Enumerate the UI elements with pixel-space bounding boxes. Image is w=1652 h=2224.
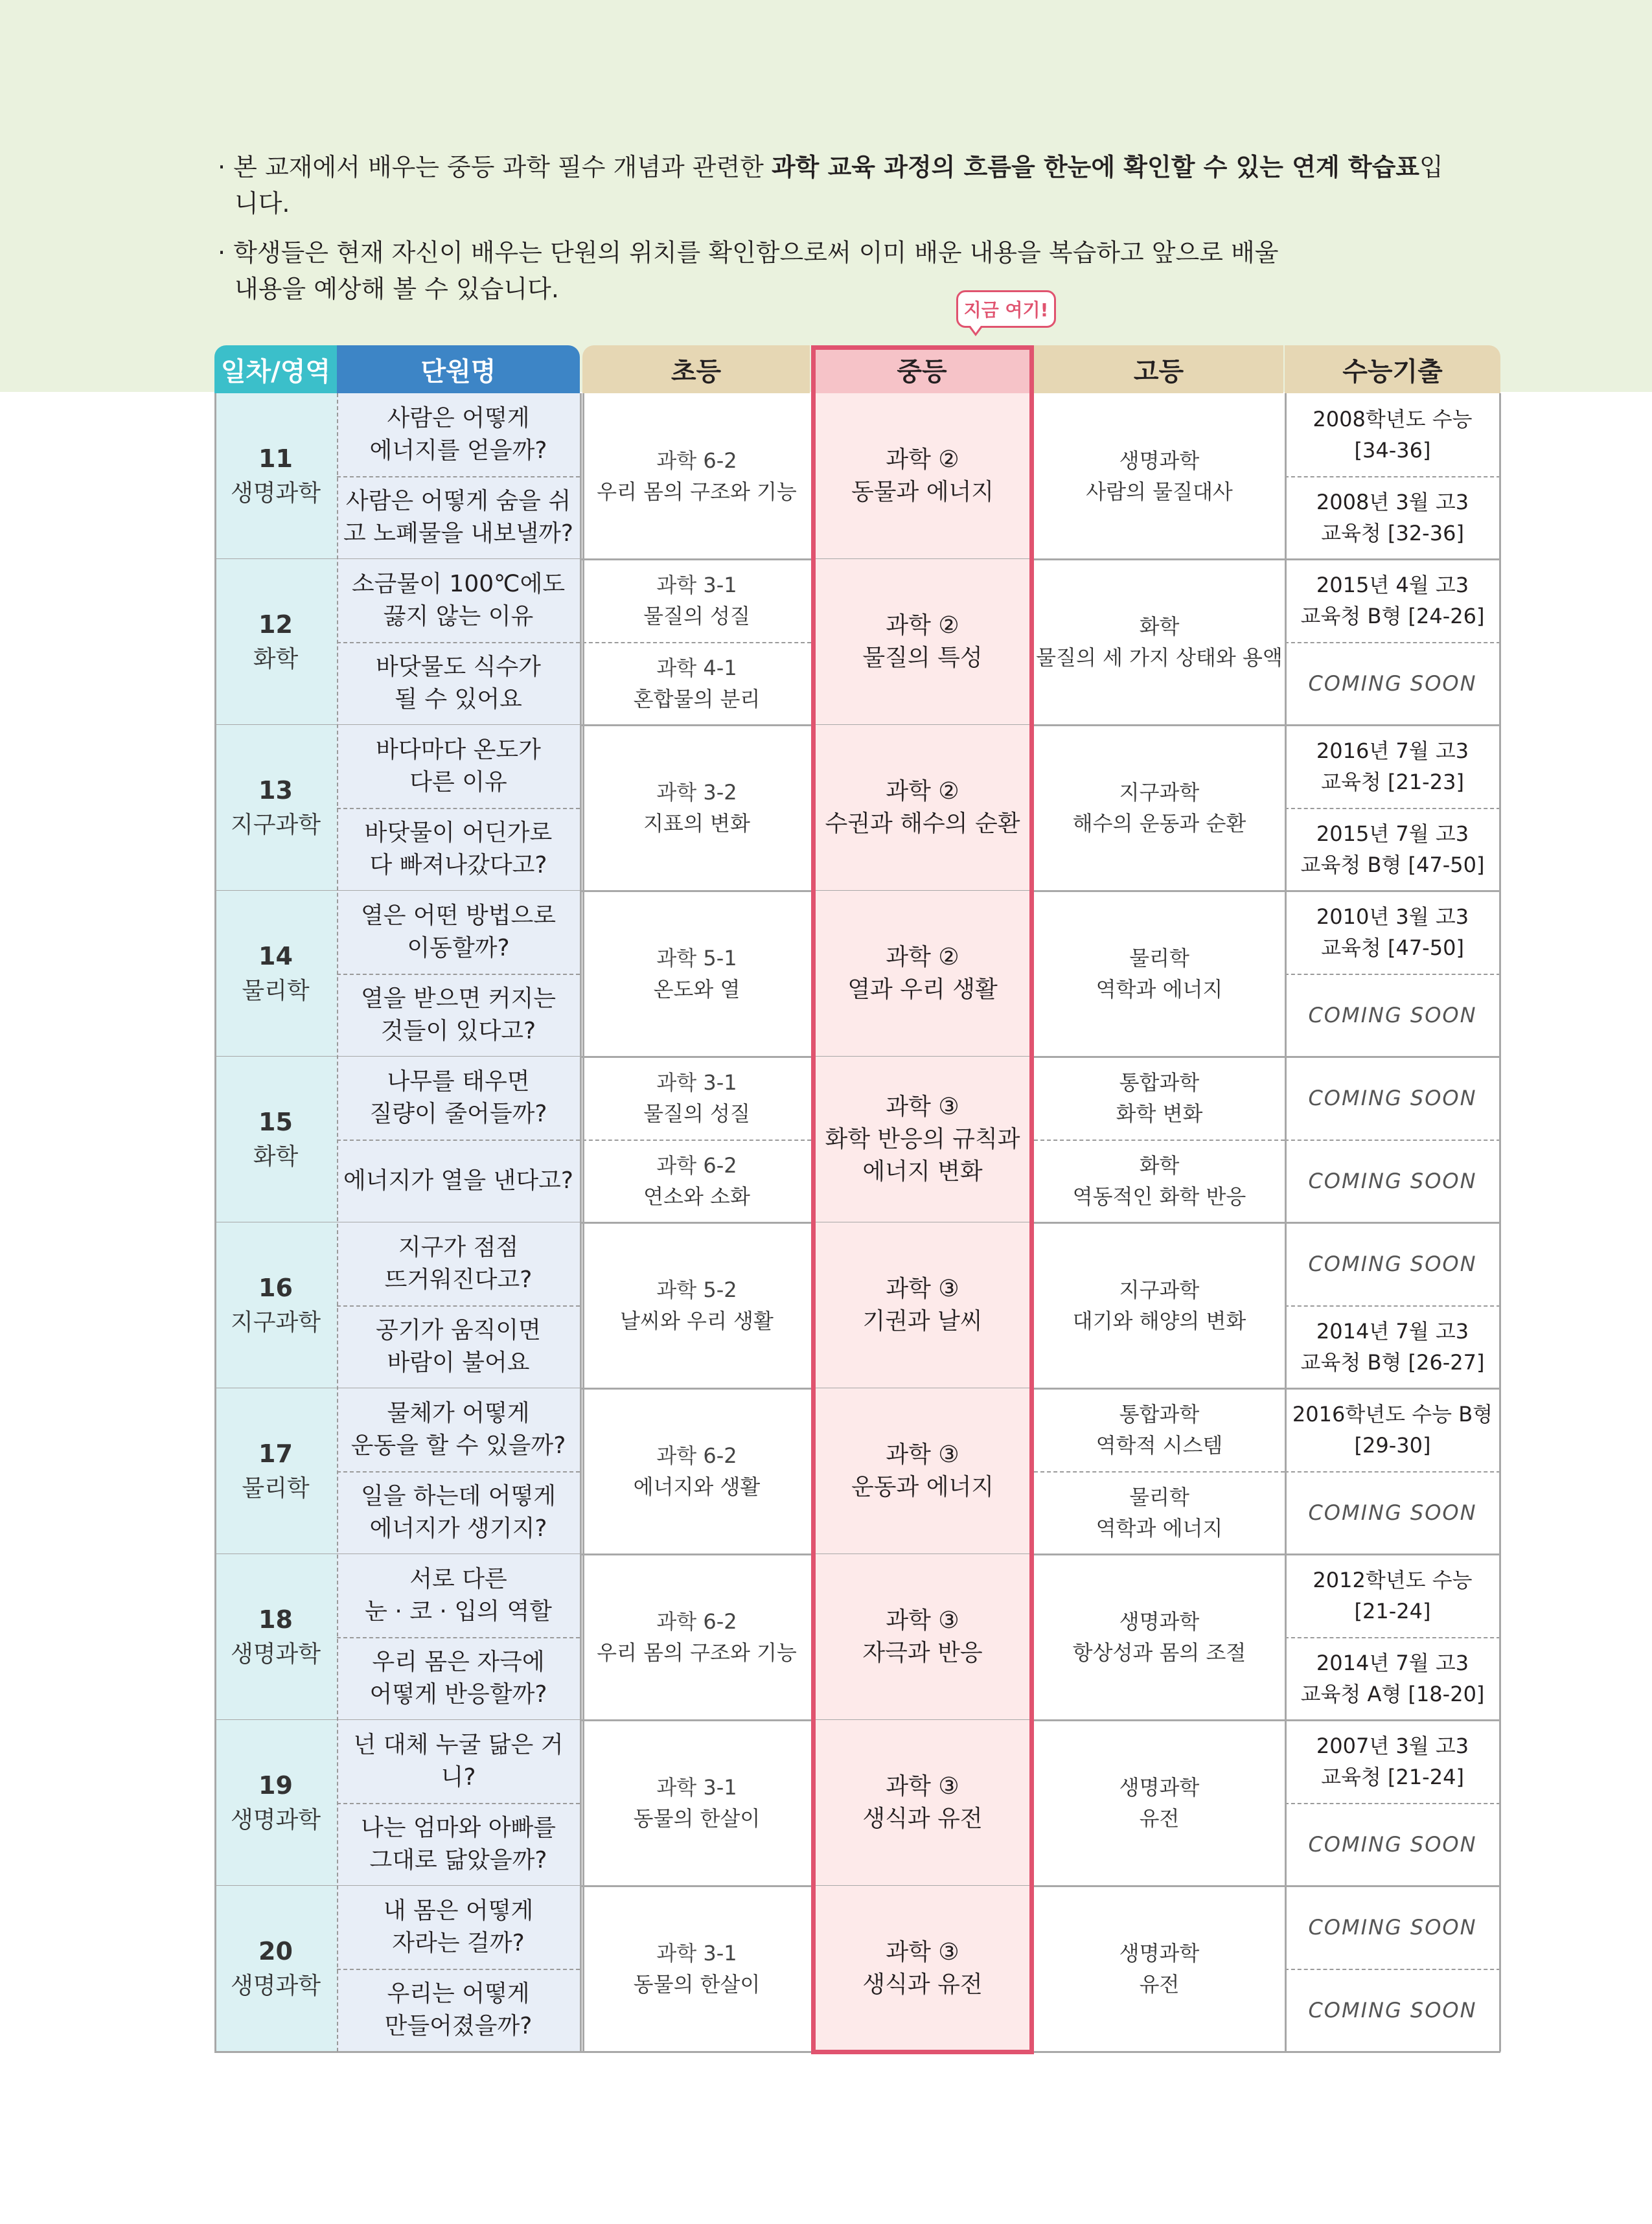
dashed-divider bbox=[337, 476, 580, 477]
unit-title-line: 다 빠져나갔다고? bbox=[369, 852, 547, 878]
unit-title bbox=[337, 1305, 580, 1388]
exam-coming-soon bbox=[1285, 974, 1500, 1057]
intro-line-1-pre: · 본 교재에서 배우는 중등 과학 필수 개념과 관련한 bbox=[218, 153, 772, 181]
elementary-grade: 과학 6-2 bbox=[656, 448, 737, 473]
exam-reference bbox=[1285, 808, 1500, 891]
unit-title-line: 것들이 있다고? bbox=[380, 1018, 536, 1044]
unit-title-line: 일을 하는데 어떻게 bbox=[360, 1483, 556, 1509]
dashed-divider bbox=[1285, 1803, 1500, 1804]
exam-coming-soon-line: COMING SOON bbox=[1308, 1500, 1477, 1525]
high-unit: 항상성과 몸의 조절 bbox=[1072, 1640, 1246, 1665]
elementary-grade: 과학 6-2 bbox=[656, 1609, 737, 1634]
high-unit: 역동적인 화학 반응 bbox=[1072, 1184, 1246, 1209]
high-unit: 역학과 에너지 bbox=[1096, 1516, 1223, 1541]
day-cell bbox=[214, 1388, 337, 1554]
col-divider bbox=[214, 393, 216, 2052]
day-subject: 지구과학 bbox=[230, 1309, 321, 1336]
exam-coming-soon-line: COMING SOON bbox=[1308, 1915, 1477, 1940]
col-divider bbox=[1285, 393, 1287, 2052]
high-link bbox=[1034, 891, 1285, 1057]
high-unit: 대기와 해양의 변화 bbox=[1072, 1309, 1246, 1333]
unit-title-line: 열은 어떤 방법으로 bbox=[360, 902, 556, 929]
elementary-link bbox=[582, 393, 811, 559]
exam-reference bbox=[1285, 725, 1500, 808]
unit-title-line: 이동할까? bbox=[407, 935, 510, 961]
unit-title-line: 소금물이 100℃에도 bbox=[351, 571, 566, 597]
day-subject: 물리학 bbox=[242, 1475, 310, 1502]
dashed-divider bbox=[337, 1969, 580, 1970]
unit-title bbox=[337, 1803, 580, 1886]
unit-title-line: 바닷물도 식수가 bbox=[376, 654, 541, 680]
high-subject: 생명과학 bbox=[1119, 1609, 1200, 1634]
unit-title bbox=[337, 725, 580, 808]
unit-title-line: 넌 대체 누굴 닮은 거니? bbox=[353, 1732, 564, 1791]
elementary-grade: 과학 5-2 bbox=[656, 1278, 737, 1302]
unit-title-line: 사람은 어떻게 bbox=[387, 405, 530, 431]
dashed-divider bbox=[1285, 1969, 1500, 1970]
unit-title-line: 그대로 닮았을까? bbox=[369, 1847, 547, 1874]
exam-reference-line: 교육청 [47-50] bbox=[1321, 935, 1464, 960]
exam-reference-line: 교육청 B형 [24-26] bbox=[1300, 604, 1485, 628]
header-day-area-line: 일차/영역 bbox=[220, 356, 331, 387]
exam-reference bbox=[1285, 393, 1500, 476]
elementary-link bbox=[582, 1554, 811, 1720]
middle-grade: 과학 ② bbox=[886, 778, 959, 805]
high-subject: 생명과학 bbox=[1119, 1941, 1200, 1966]
day-number: 19 bbox=[258, 1771, 293, 1800]
unit-title-line: 눈 · 코 · 입의 역할 bbox=[365, 1598, 552, 1625]
exam-coming-soon bbox=[1285, 1969, 1500, 2052]
exam-reference-line: 교육청 B형 [26-27] bbox=[1300, 1350, 1485, 1375]
middle-unit: 동물과 에너지 bbox=[851, 479, 994, 505]
day-number: 16 bbox=[258, 1274, 293, 1302]
high-link bbox=[1034, 559, 1285, 725]
high-unit: 역학과 에너지 bbox=[1096, 977, 1223, 1002]
unit-title-line: 만들어졌을까? bbox=[384, 2013, 533, 2039]
you-are-here-badge: 지금 여기! bbox=[956, 290, 1056, 328]
dashed-divider bbox=[337, 1305, 580, 1307]
dashed-divider bbox=[1285, 1305, 1500, 1307]
exam-coming-soon bbox=[1285, 1886, 1500, 1969]
unit-title bbox=[337, 476, 580, 559]
exam-coming-soon bbox=[1285, 1222, 1500, 1305]
elementary-link bbox=[582, 1057, 811, 1140]
exam-coming-soon-line: COMING SOON bbox=[1308, 1998, 1477, 2023]
exam-reference-line: 2016학년도 수능 B형 bbox=[1292, 1402, 1493, 1427]
day-cell bbox=[214, 725, 337, 891]
header-high-line: 고등 bbox=[1133, 356, 1184, 387]
unit-title bbox=[337, 559, 580, 642]
exam-coming-soon bbox=[1285, 1057, 1500, 1140]
unit-title-line: 우리 몸은 자극에 bbox=[372, 1649, 545, 1675]
exam-reference-line: 2016년 7월 고3 bbox=[1316, 739, 1469, 763]
dashed-divider bbox=[1285, 1140, 1500, 1141]
unit-title-line: 우리는 어떻게 bbox=[387, 1980, 530, 2007]
day-subject: 지구과학 bbox=[230, 812, 321, 838]
day-number: 14 bbox=[258, 942, 293, 970]
exam-reference bbox=[1285, 1720, 1500, 1803]
exam-reference-line: [29-30] bbox=[1354, 1433, 1431, 1458]
exam-reference bbox=[1285, 1305, 1500, 1388]
elementary-grade: 과학 6-2 bbox=[656, 1153, 737, 1178]
unit-title-line: 서로 다른 bbox=[409, 1566, 507, 1592]
dashed-divider bbox=[1285, 1471, 1500, 1473]
unit-title bbox=[337, 1969, 580, 2052]
middle-grade: 과학 ② bbox=[886, 612, 959, 639]
middle-grade: 과학 ② bbox=[886, 446, 959, 473]
elementary-unit: 우리 몸의 구조와 기능 bbox=[597, 479, 797, 504]
exam-reference-line: [34-36] bbox=[1354, 438, 1431, 463]
col-divider bbox=[582, 393, 584, 2052]
exam-coming-soon-line: COMING SOON bbox=[1308, 1169, 1477, 1193]
middle-unit: 열과 우리 생활 bbox=[847, 976, 998, 1003]
header-unit-name-line: 단원명 bbox=[420, 356, 496, 387]
unit-title bbox=[337, 1637, 580, 1720]
unit-title bbox=[337, 1720, 580, 1803]
unit-title bbox=[337, 1388, 580, 1471]
high-subject: 물리학 bbox=[1129, 1485, 1189, 1509]
elementary-link bbox=[582, 1222, 811, 1388]
middle-grade: 과학 ③ bbox=[886, 1094, 959, 1120]
elementary-grade: 과학 3-2 bbox=[656, 780, 737, 805]
elementary-grade: 과학 5-1 bbox=[656, 946, 737, 970]
unit-title-line: 바람이 불어요 bbox=[387, 1349, 530, 1376]
high-link bbox=[1034, 1886, 1285, 2052]
elementary-unit: 지표의 변화 bbox=[643, 811, 750, 836]
dashed-divider bbox=[1285, 476, 1500, 477]
exam-coming-soon bbox=[1285, 1471, 1500, 1554]
middle-unit: 운동과 에너지 bbox=[851, 1474, 994, 1500]
dashed-divider bbox=[337, 974, 580, 975]
exam-reference-line: [21-24] bbox=[1354, 1599, 1431, 1623]
dashed-divider bbox=[1034, 1471, 1285, 1473]
unit-title bbox=[337, 808, 580, 891]
unit-title-line: 질량이 줄어들까? bbox=[369, 1101, 547, 1127]
unit-title-line: 다른 이유 bbox=[409, 769, 507, 796]
exam-coming-soon-line: COMING SOON bbox=[1308, 1086, 1477, 1110]
high-unit: 유전 bbox=[1139, 1972, 1180, 1997]
middle-grade: 과학 ③ bbox=[886, 1276, 959, 1302]
elementary-grade: 과학 3-1 bbox=[656, 1775, 737, 1800]
elementary-link bbox=[582, 1388, 811, 1554]
exam-reference bbox=[1285, 1637, 1500, 1720]
day-subject: 생명과학 bbox=[230, 1807, 321, 1833]
unit-title-line: 바닷물이 어딘가로 bbox=[364, 820, 553, 846]
exam-reference-line: 2008학년도 수능 bbox=[1313, 407, 1473, 431]
elementary-link bbox=[582, 559, 811, 642]
unit-title-line: 고 노폐물을 내보낼까? bbox=[343, 520, 573, 547]
col-divider bbox=[1499, 393, 1501, 2052]
day-number: 18 bbox=[258, 1605, 293, 1634]
dashed-divider bbox=[1034, 1140, 1285, 1141]
high-subject: 물리학 bbox=[1129, 946, 1189, 970]
high-link bbox=[1034, 1222, 1285, 1388]
exam-reference-line: 2015년 4월 고3 bbox=[1316, 573, 1469, 597]
day-cell bbox=[214, 1554, 337, 1720]
exam-reference-line: 2012학년도 수능 bbox=[1313, 1568, 1473, 1592]
unit-title-line: 될 수 있어요 bbox=[395, 686, 522, 713]
day-subject: 생명과학 bbox=[230, 480, 321, 507]
unit-title-line: 뜨거워진다고? bbox=[384, 1267, 533, 1293]
middle-grade: 과학 ③ bbox=[886, 1441, 959, 1468]
col-divider bbox=[337, 393, 338, 2052]
unit-title-line: 지구가 점점 bbox=[398, 1234, 519, 1261]
high-unit: 유전 bbox=[1139, 1806, 1180, 1831]
exam-reference bbox=[1285, 1554, 1500, 1637]
middle-grade: 과학 ② bbox=[886, 944, 959, 970]
exam-coming-soon-line: COMING SOON bbox=[1308, 1003, 1477, 1027]
day-number: 11 bbox=[258, 444, 293, 473]
dashed-divider bbox=[337, 1471, 580, 1473]
high-subject: 화학 bbox=[1139, 1153, 1180, 1178]
header-day-area bbox=[214, 345, 337, 393]
exam-reference-line: 교육청 [21-23] bbox=[1321, 770, 1464, 794]
unit-title bbox=[337, 1471, 580, 1554]
unit-title bbox=[337, 393, 580, 476]
intro-line-2: · 학생들은 현재 자신이 배우는 단원의 위치를 확인함으로써 이미 배운 내용을 복습하고 앞으로 배울 내용을 예상해 볼 수 있습니다. bbox=[218, 238, 1279, 303]
day-subject: 물리학 bbox=[242, 978, 310, 1004]
high-subject: 통합과학 bbox=[1119, 1402, 1200, 1427]
high-unit: 해수의 운동과 순환 bbox=[1072, 811, 1246, 836]
unit-title-line: 내 몸은 어떻게 bbox=[383, 1897, 534, 1924]
middle-unit: 물질의 특성 bbox=[862, 645, 983, 671]
high-link bbox=[1034, 1471, 1285, 1554]
day-number: 17 bbox=[258, 1439, 293, 1468]
unit-title bbox=[337, 642, 580, 725]
unit-title-line: 나무를 태우면 bbox=[387, 1068, 530, 1095]
high-link bbox=[1034, 1720, 1285, 1886]
unit-title-line: 끓지 않는 이유 bbox=[383, 603, 534, 630]
high-subject: 지구과학 bbox=[1119, 1278, 1200, 1302]
day-subject: 화학 bbox=[253, 1143, 299, 1170]
middle-grade: 과학 ③ bbox=[886, 1607, 959, 1634]
elementary-grade: 과학 4-1 bbox=[656, 656, 737, 680]
high-link bbox=[1034, 1057, 1285, 1140]
exam-reference-line: 교육청 [32-36] bbox=[1321, 521, 1464, 545]
day-cell bbox=[214, 1057, 337, 1222]
unit-title-line: 에너지를 얻을까? bbox=[369, 437, 547, 464]
dashed-divider bbox=[337, 808, 580, 809]
high-subject: 생명과학 bbox=[1119, 1775, 1200, 1800]
unit-title bbox=[337, 1140, 580, 1222]
middle-unit: 화학 반응의 규칙과 bbox=[825, 1126, 1020, 1152]
unit-title bbox=[337, 1222, 580, 1305]
elementary-grade: 과학 3-1 bbox=[656, 1941, 737, 1966]
unit-title bbox=[337, 1057, 580, 1140]
header-high bbox=[1034, 345, 1283, 393]
day-cell bbox=[214, 891, 337, 1057]
exam-coming-soon-line: COMING SOON bbox=[1308, 1252, 1477, 1276]
day-subject: 생명과학 bbox=[230, 1641, 321, 1668]
high-link bbox=[1034, 1140, 1285, 1222]
elementary-unit: 혼합물의 분리 bbox=[633, 687, 761, 711]
dashed-divider bbox=[1285, 808, 1500, 809]
unit-title-line: 열을 받으면 커지는 bbox=[360, 985, 556, 1012]
unit-title-line: 공기가 움직이면 bbox=[376, 1317, 541, 1344]
elementary-unit: 온도와 열 bbox=[653, 977, 740, 1002]
exam-reference-line: 2008년 3월 고3 bbox=[1316, 490, 1469, 514]
day-subject: 화학 bbox=[253, 646, 299, 672]
header-exam bbox=[1285, 345, 1500, 393]
unit-title bbox=[337, 974, 580, 1057]
middle-unit: 기권과 날씨 bbox=[862, 1308, 983, 1335]
middle-grade: 과학 ③ bbox=[886, 1939, 959, 1966]
elementary-link bbox=[582, 642, 811, 725]
high-subject: 생명과학 bbox=[1119, 448, 1200, 473]
middle-unit: 에너지 변화 bbox=[862, 1158, 983, 1185]
day-cell bbox=[214, 393, 337, 559]
header-elementary bbox=[582, 345, 810, 393]
dashed-divider bbox=[1285, 642, 1500, 643]
exam-reference-line: 교육청 [21-24] bbox=[1321, 1765, 1464, 1789]
elementary-grade: 과학 3-1 bbox=[656, 1070, 737, 1095]
high-unit: 역학적 시스템 bbox=[1096, 1433, 1223, 1458]
high-unit: 물질의 세 가지 상태와 용액 bbox=[1036, 645, 1283, 670]
col-divider bbox=[580, 393, 582, 2052]
day-cell bbox=[214, 1720, 337, 1886]
exam-coming-soon bbox=[1285, 642, 1500, 725]
header-exam-line: 수능기출 bbox=[1342, 356, 1443, 387]
exam-reference-line: 2014년 7월 고3 bbox=[1316, 1319, 1469, 1344]
unit-title-line: 에너지가 생기지? bbox=[369, 1515, 547, 1542]
exam-reference bbox=[1285, 891, 1500, 974]
unit-title-line: 에너지가 열을 낸다고? bbox=[343, 1167, 573, 1194]
exam-reference-line: 2014년 7월 고3 bbox=[1316, 1651, 1469, 1675]
exam-coming-soon-line: COMING SOON bbox=[1308, 1832, 1477, 1857]
exam-reference-line: 2007년 3월 고3 bbox=[1316, 1734, 1469, 1758]
elementary-unit: 물질의 성질 bbox=[643, 1101, 750, 1126]
unit-title-line: 바다마다 온도가 bbox=[376, 737, 541, 763]
day-cell bbox=[214, 1886, 337, 2052]
middle-unit: 생식과 유전 bbox=[862, 1971, 983, 1998]
dashed-divider bbox=[1285, 1637, 1500, 1638]
high-link bbox=[1034, 725, 1285, 891]
elementary-link bbox=[582, 891, 811, 1057]
dashed-divider bbox=[337, 1803, 580, 1804]
day-number: 20 bbox=[258, 1937, 293, 1966]
day-number: 15 bbox=[258, 1108, 293, 1136]
header-middle-line: 중등 bbox=[897, 356, 947, 387]
exam-reference bbox=[1285, 476, 1500, 559]
elementary-unit: 에너지와 생활 bbox=[633, 1474, 761, 1499]
day-number: 12 bbox=[258, 610, 293, 639]
middle-grade: 과학 ③ bbox=[886, 1773, 959, 1800]
day-cell bbox=[214, 559, 337, 725]
exam-reference bbox=[1285, 1388, 1500, 1471]
middle-unit: 수권과 해수의 순환 bbox=[825, 810, 1020, 837]
intro-line-1-post: 입니다. bbox=[235, 153, 1443, 218]
dashed-divider bbox=[582, 1140, 811, 1141]
elementary-link bbox=[582, 1140, 811, 1222]
elementary-unit: 동물의 한살이 bbox=[633, 1806, 761, 1831]
unit-title-line: 나는 엄마와 아빠를 bbox=[360, 1815, 556, 1841]
high-subject: 지구과학 bbox=[1119, 780, 1200, 805]
elementary-grade: 과학 6-2 bbox=[656, 1443, 737, 1468]
current-level-highlight bbox=[811, 345, 1034, 2054]
middle-unit: 자극과 반응 bbox=[862, 1640, 983, 1666]
dashed-divider bbox=[337, 1637, 580, 1638]
unit-title-line: 사람은 어떻게 숨을 쉬 bbox=[345, 488, 571, 514]
high-subject: 화학 bbox=[1139, 614, 1180, 639]
high-link bbox=[1034, 393, 1285, 559]
exam-reference bbox=[1285, 559, 1500, 642]
elementary-unit: 날씨와 우리 생활 bbox=[620, 1309, 774, 1333]
elementary-grade: 과학 3-1 bbox=[656, 573, 737, 597]
unit-title-line: 자라는 걸까? bbox=[392, 1930, 525, 1956]
elementary-unit: 물질의 성질 bbox=[643, 604, 750, 628]
elementary-link bbox=[582, 1720, 811, 1886]
exam-reference-line: 교육청 B형 [47-50] bbox=[1300, 853, 1485, 877]
exam-coming-soon bbox=[1285, 1803, 1500, 1886]
dashed-divider bbox=[337, 642, 580, 643]
unit-title bbox=[337, 1886, 580, 1969]
day-cell bbox=[214, 1222, 337, 1388]
header-elementary-line: 초등 bbox=[671, 356, 722, 387]
elementary-unit: 우리 몸의 구조와 기능 bbox=[597, 1640, 797, 1665]
high-unit: 화학 변화 bbox=[1116, 1101, 1203, 1126]
unit-title-line: 물체가 어떻게 bbox=[387, 1400, 530, 1427]
elementary-link bbox=[582, 725, 811, 891]
unit-title-line: 어떻게 반응할까? bbox=[369, 1681, 547, 1708]
intro-line-1-bold: 과학 교육 과정의 흐름을 한눈에 확인할 수 있는 연계 학습표 bbox=[771, 153, 1420, 181]
high-link bbox=[1034, 1388, 1285, 1471]
middle-unit: 생식과 유전 bbox=[862, 1806, 983, 1832]
exam-reference-line: 2010년 3월 고3 bbox=[1316, 904, 1469, 929]
high-unit: 사람의 물질대사 bbox=[1086, 479, 1233, 504]
day-subject: 생명과학 bbox=[230, 1973, 321, 1999]
exam-coming-soon-line: COMING SOON bbox=[1308, 671, 1477, 696]
high-link bbox=[1034, 1554, 1285, 1720]
exam-reference-line: 교육청 A형 [18-20] bbox=[1300, 1682, 1485, 1706]
unit-title-line: 운동을 할 수 있을까? bbox=[350, 1432, 566, 1459]
dashed-divider bbox=[1285, 974, 1500, 975]
elementary-link bbox=[582, 1886, 811, 2052]
high-subject: 통합과학 bbox=[1119, 1070, 1200, 1095]
unit-title bbox=[337, 1554, 580, 1637]
dashed-divider bbox=[582, 642, 811, 643]
elementary-unit: 동물의 한살이 bbox=[633, 1972, 761, 1997]
header-unit-name bbox=[337, 345, 580, 393]
elementary-unit: 연소와 소화 bbox=[643, 1184, 750, 1209]
unit-title bbox=[337, 891, 580, 974]
day-number: 13 bbox=[258, 776, 293, 805]
dashed-divider bbox=[337, 1140, 580, 1141]
exam-coming-soon bbox=[1285, 1140, 1500, 1222]
exam-reference-line: 2015년 7월 고3 bbox=[1316, 821, 1469, 846]
